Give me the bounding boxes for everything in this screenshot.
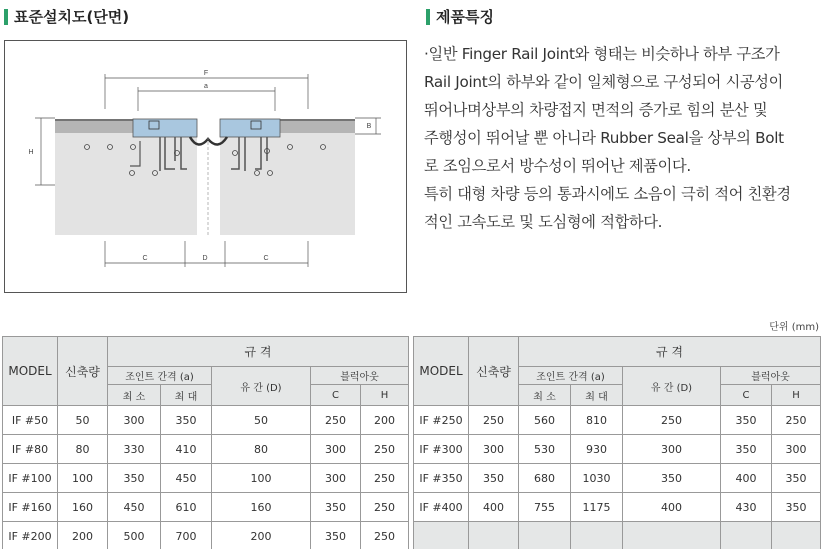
dim-label-H: H	[28, 149, 34, 156]
cell-c: 400	[721, 464, 772, 493]
cell-c: 300	[311, 464, 361, 493]
cell-expansion: 100	[58, 464, 108, 493]
cell-model: IF #200	[3, 522, 58, 549]
cell-max: 610	[161, 493, 212, 522]
cell-expansion: 300	[469, 435, 519, 464]
section-title-text: 표준설치도(단면)	[14, 8, 130, 26]
col-header-spec: 규 격	[519, 337, 821, 367]
cell-model: IF #80	[3, 435, 58, 464]
cell-model: IF #160	[3, 493, 58, 522]
col-header-max: 최 대	[571, 385, 623, 406]
cell-min: 560	[519, 406, 571, 435]
col-header-model: MODEL	[414, 337, 469, 406]
cell-d: 350	[623, 464, 721, 493]
section-title-features	[426, 6, 494, 27]
cell-c: 350	[311, 522, 361, 549]
cell-empty	[772, 522, 821, 549]
title-accent-bar	[4, 9, 8, 25]
cell-d: 80	[212, 435, 311, 464]
feature-line: 로 조임으로서 방수성이 뛰어난 제품이다.	[424, 157, 691, 175]
feature-line: Rail Joint의 하부와 같이 일체형으로 구성되어 시공성이	[424, 73, 784, 91]
unit-label: 단위 (mm)	[769, 322, 819, 333]
cell-c: 350	[721, 435, 772, 464]
cell-empty	[469, 522, 519, 549]
table-row-empty	[414, 522, 821, 549]
cross-section-diagram	[5, 41, 408, 294]
cell-h: 250	[361, 464, 409, 493]
cell-expansion: 350	[469, 464, 519, 493]
cell-empty	[571, 522, 623, 549]
cell-expansion: 50	[58, 406, 108, 435]
cell-model: IF #300	[414, 435, 469, 464]
cell-min: 500	[108, 522, 161, 549]
cell-min: 330	[108, 435, 161, 464]
asphalt-right	[280, 119, 355, 133]
col-header-max: 최 대	[161, 385, 212, 406]
col-header-c: C	[721, 385, 772, 406]
feature-line: 뛰어나며상부의 차량접지 면적의 증가로 힘의 분산 및	[424, 101, 768, 119]
product-features-text	[424, 40, 821, 236]
col-header-h: H	[361, 385, 409, 406]
cell-expansion: 80	[58, 435, 108, 464]
steel-rail-right	[220, 119, 280, 137]
section-title-text: 제품특징	[436, 8, 494, 26]
cell-c: 350	[721, 406, 772, 435]
col-header-h: H	[772, 385, 821, 406]
dim-label-a: a	[204, 83, 208, 90]
cell-h: 300	[772, 435, 821, 464]
col-header-joint-gap: 조인트 간격 (a)	[519, 367, 623, 385]
cell-min: 350	[108, 464, 161, 493]
cell-model: IF #250	[414, 406, 469, 435]
col-header-blockout: 블럭아웃	[721, 367, 821, 385]
col-header-expansion: 신축량	[58, 337, 108, 406]
feature-line: 특히 대형 차량 등의 통과시에도 소음이 극히 적어 친환경	[424, 185, 791, 203]
cell-model: IF #400	[414, 493, 469, 522]
cell-expansion: 200	[58, 522, 108, 549]
table-row	[3, 464, 409, 493]
cell-max: 810	[571, 406, 623, 435]
col-header-c: C	[311, 385, 361, 406]
cell-h: 250	[772, 406, 821, 435]
cell-c: 430	[721, 493, 772, 522]
spec-table-left	[2, 336, 409, 549]
cell-max: 700	[161, 522, 212, 549]
installation-drawing	[4, 40, 407, 293]
table-row	[3, 493, 409, 522]
cell-max: 1030	[571, 464, 623, 493]
steel-rail-left	[133, 119, 197, 137]
feature-line: ·일반 Finger Rail Joint와 형태는 비슷하나 하부 구조가	[424, 45, 780, 63]
cell-expansion: 400	[469, 493, 519, 522]
cell-c: 350	[311, 493, 361, 522]
cell-h: 350	[772, 493, 821, 522]
cell-empty	[721, 522, 772, 549]
spec-table-right	[413, 336, 821, 549]
cell-model: IF #50	[3, 406, 58, 435]
cell-model: IF #350	[414, 464, 469, 493]
cell-empty	[414, 522, 469, 549]
cell-empty	[623, 522, 721, 549]
dim-label-C-left: C	[142, 255, 148, 262]
cell-d: 200	[212, 522, 311, 549]
col-header-spec: 규 격	[108, 337, 409, 367]
section-title-installation	[4, 6, 129, 27]
cell-max: 930	[571, 435, 623, 464]
cell-c: 300	[311, 435, 361, 464]
table-row	[3, 435, 409, 464]
cell-h: 250	[361, 435, 409, 464]
table-row	[414, 406, 821, 435]
cell-min: 755	[519, 493, 571, 522]
cell-c: 250	[311, 406, 361, 435]
cell-d: 50	[212, 406, 311, 435]
cell-max: 410	[161, 435, 212, 464]
col-header-min: 최 소	[108, 385, 161, 406]
col-header-model: MODEL	[3, 337, 58, 406]
cell-d: 160	[212, 493, 311, 522]
cell-expansion: 250	[469, 406, 519, 435]
cell-max: 450	[161, 464, 212, 493]
dim-label-C-right: C	[263, 255, 269, 262]
col-header-expansion: 신축량	[469, 337, 519, 406]
col-header-clearance: 유 간 (D)	[212, 367, 311, 406]
table-row	[3, 406, 409, 435]
cell-empty	[519, 522, 571, 549]
cell-min: 530	[519, 435, 571, 464]
col-header-joint-gap: 조인트 간격 (a)	[108, 367, 212, 385]
cell-expansion: 160	[58, 493, 108, 522]
col-header-clearance: 유 간 (D)	[623, 367, 721, 406]
cell-d: 300	[623, 435, 721, 464]
cell-d: 250	[623, 406, 721, 435]
table-row	[414, 464, 821, 493]
cell-h: 350	[772, 464, 821, 493]
col-header-blockout: 블럭아웃	[311, 367, 409, 385]
col-header-min: 최 소	[519, 385, 571, 406]
cell-d: 100	[212, 464, 311, 493]
table-row	[414, 435, 821, 464]
dim-label-D: D	[202, 255, 208, 262]
table-row	[3, 522, 409, 549]
table-row	[414, 493, 821, 522]
asphalt-left	[55, 119, 133, 133]
cell-min: 300	[108, 406, 161, 435]
cell-h: 250	[361, 493, 409, 522]
cell-h: 200	[361, 406, 409, 435]
cell-model: IF #100	[3, 464, 58, 493]
cell-h: 250	[361, 522, 409, 549]
feature-line: 적인 고속도로 및 도심형에 적합하다.	[424, 213, 663, 231]
cell-max: 1175	[571, 493, 623, 522]
cell-min: 450	[108, 493, 161, 522]
feature-line: 주행성이 뛰어날 뿐 아니라 Rubber Seal을 상부의 Bolt	[424, 129, 784, 147]
dim-label-B: B	[366, 123, 372, 130]
dim-label-F: F	[203, 70, 209, 77]
cell-max: 350	[161, 406, 212, 435]
title-accent-bar	[426, 9, 430, 25]
cell-min: 680	[519, 464, 571, 493]
cell-d: 400	[623, 493, 721, 522]
